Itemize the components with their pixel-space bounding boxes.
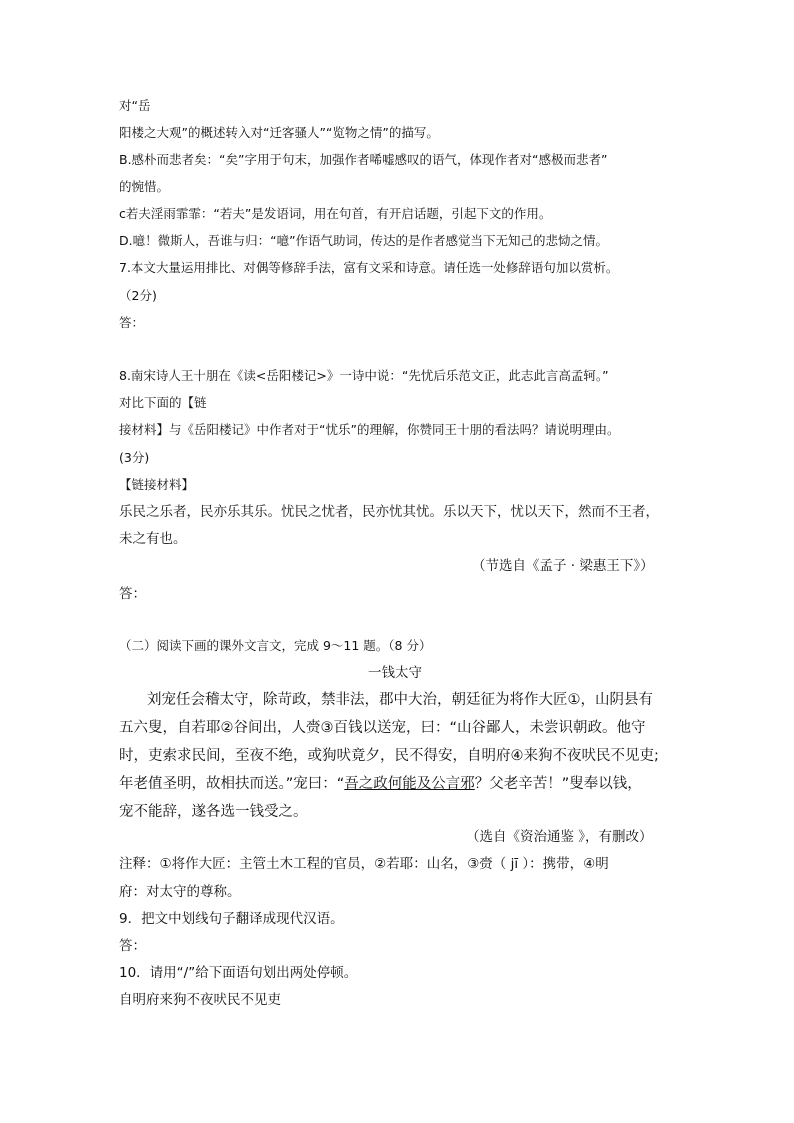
passage-line: 五六叟，自若耶②谷间出，人赍③百钱以送宠，曰：“山谷鄙人，未尝识朝政。他守	[119, 720, 646, 736]
text-line: 自明府来狗不夜吠民不见吏	[119, 992, 281, 1008]
question-option-c: c若夫淫雨霏霏：“若夫”是发语词，用在句首，有开启话题，引起下文的作用。	[119, 206, 552, 221]
quote-line: 未之有也。	[119, 531, 187, 547]
text-line: 阳楼之大观”的概述转入对“迁客骚人”“览物之情”的描写。	[119, 125, 439, 140]
text-line: 的惋惜。	[119, 179, 170, 194]
quote-line: 乐民之乐者，民亦乐其乐。忧民之忧者，民亦忧其忧。乐以天下，忧以天下，然而不王者，	[119, 504, 659, 520]
notes-line: 注释：①将作大匠：主管土木工程的官员，②若耶：山名，③赍（ jī ）：携带，④明	[119, 856, 609, 872]
question-9: 9．把文中划线句子翻译成现代汉语。	[119, 911, 344, 927]
section-heading-link-material: 【链接材料】	[119, 477, 195, 492]
score-note: （2分)	[119, 288, 157, 303]
answer-label: 答：	[119, 586, 146, 602]
text-line: 对比下面的【链	[119, 395, 207, 410]
source-citation: （节选自《孟子 · 梁惠王下》）	[472, 558, 654, 574]
passage-line	[119, 774, 642, 794]
score-note: (3分)	[119, 450, 150, 465]
notes-line: 府：对太守的尊称。	[119, 884, 241, 900]
section-heading: （二）阅读下画的课外文言文，完成 9～11 题。（8 分）	[119, 638, 432, 653]
passage-line: 时，吏索求民间，至夜不绝，或狗吠竟夕，民不得安，自明府④来狗不夜吠民不见吏;	[119, 748, 659, 764]
underlined-sentence: 吾之政何能及公言邪	[344, 776, 475, 792]
question-option-b: B.感朴而悲者矣：“矣”字用于句末，加强作者唏嘘感叹的语气，体现作者对“感极而悲者”	[119, 152, 608, 167]
answer-label: 答：	[119, 315, 145, 330]
text-line: 对“岳	[119, 98, 151, 113]
answer-label: 答：	[119, 938, 146, 954]
passage-text: ？父老辛苦！”叟奉以钱，	[474, 776, 642, 792]
question-8: 8.南宋诗人王十朋在《读<岳阳楼记>》一诗中说：“先忧后乐范文正，此志此言高孟轲。”	[119, 368, 609, 383]
passage-text: 年老值圣明，故相扶而送。”宠曰：“	[119, 776, 345, 792]
passage-line: 宠不能辞，遂各选一钱受之。	[119, 804, 308, 820]
question-option-d: D.噫！微斯人，吾谁与归：“噫”作语气助词，传达的是作者感觉当下无知己的悲恸之情。	[119, 233, 609, 248]
text-line: 接材料】与《岳阳楼记》中作者对于“忧乐”的理解，你赞同王十朋的看法吗？请说明理由。	[119, 422, 620, 437]
passage-line: 刘宠任会稽太守，除苛政，禁非法，郡中大治，朝廷征为将作大匠①，山阴县有	[147, 692, 653, 708]
source-citation: （选自《资治通鉴 》，有删改）	[466, 829, 653, 845]
question-10: 10．请用“/”给下面语句划出两处停顿。	[119, 965, 358, 981]
question-7: 7.本文大量运用排比、对偶等修辞手法，富有文采和诗意。请任选一处修辞语句加以赏析。	[119, 260, 619, 275]
passage-title: 一钱太守	[368, 665, 422, 681]
